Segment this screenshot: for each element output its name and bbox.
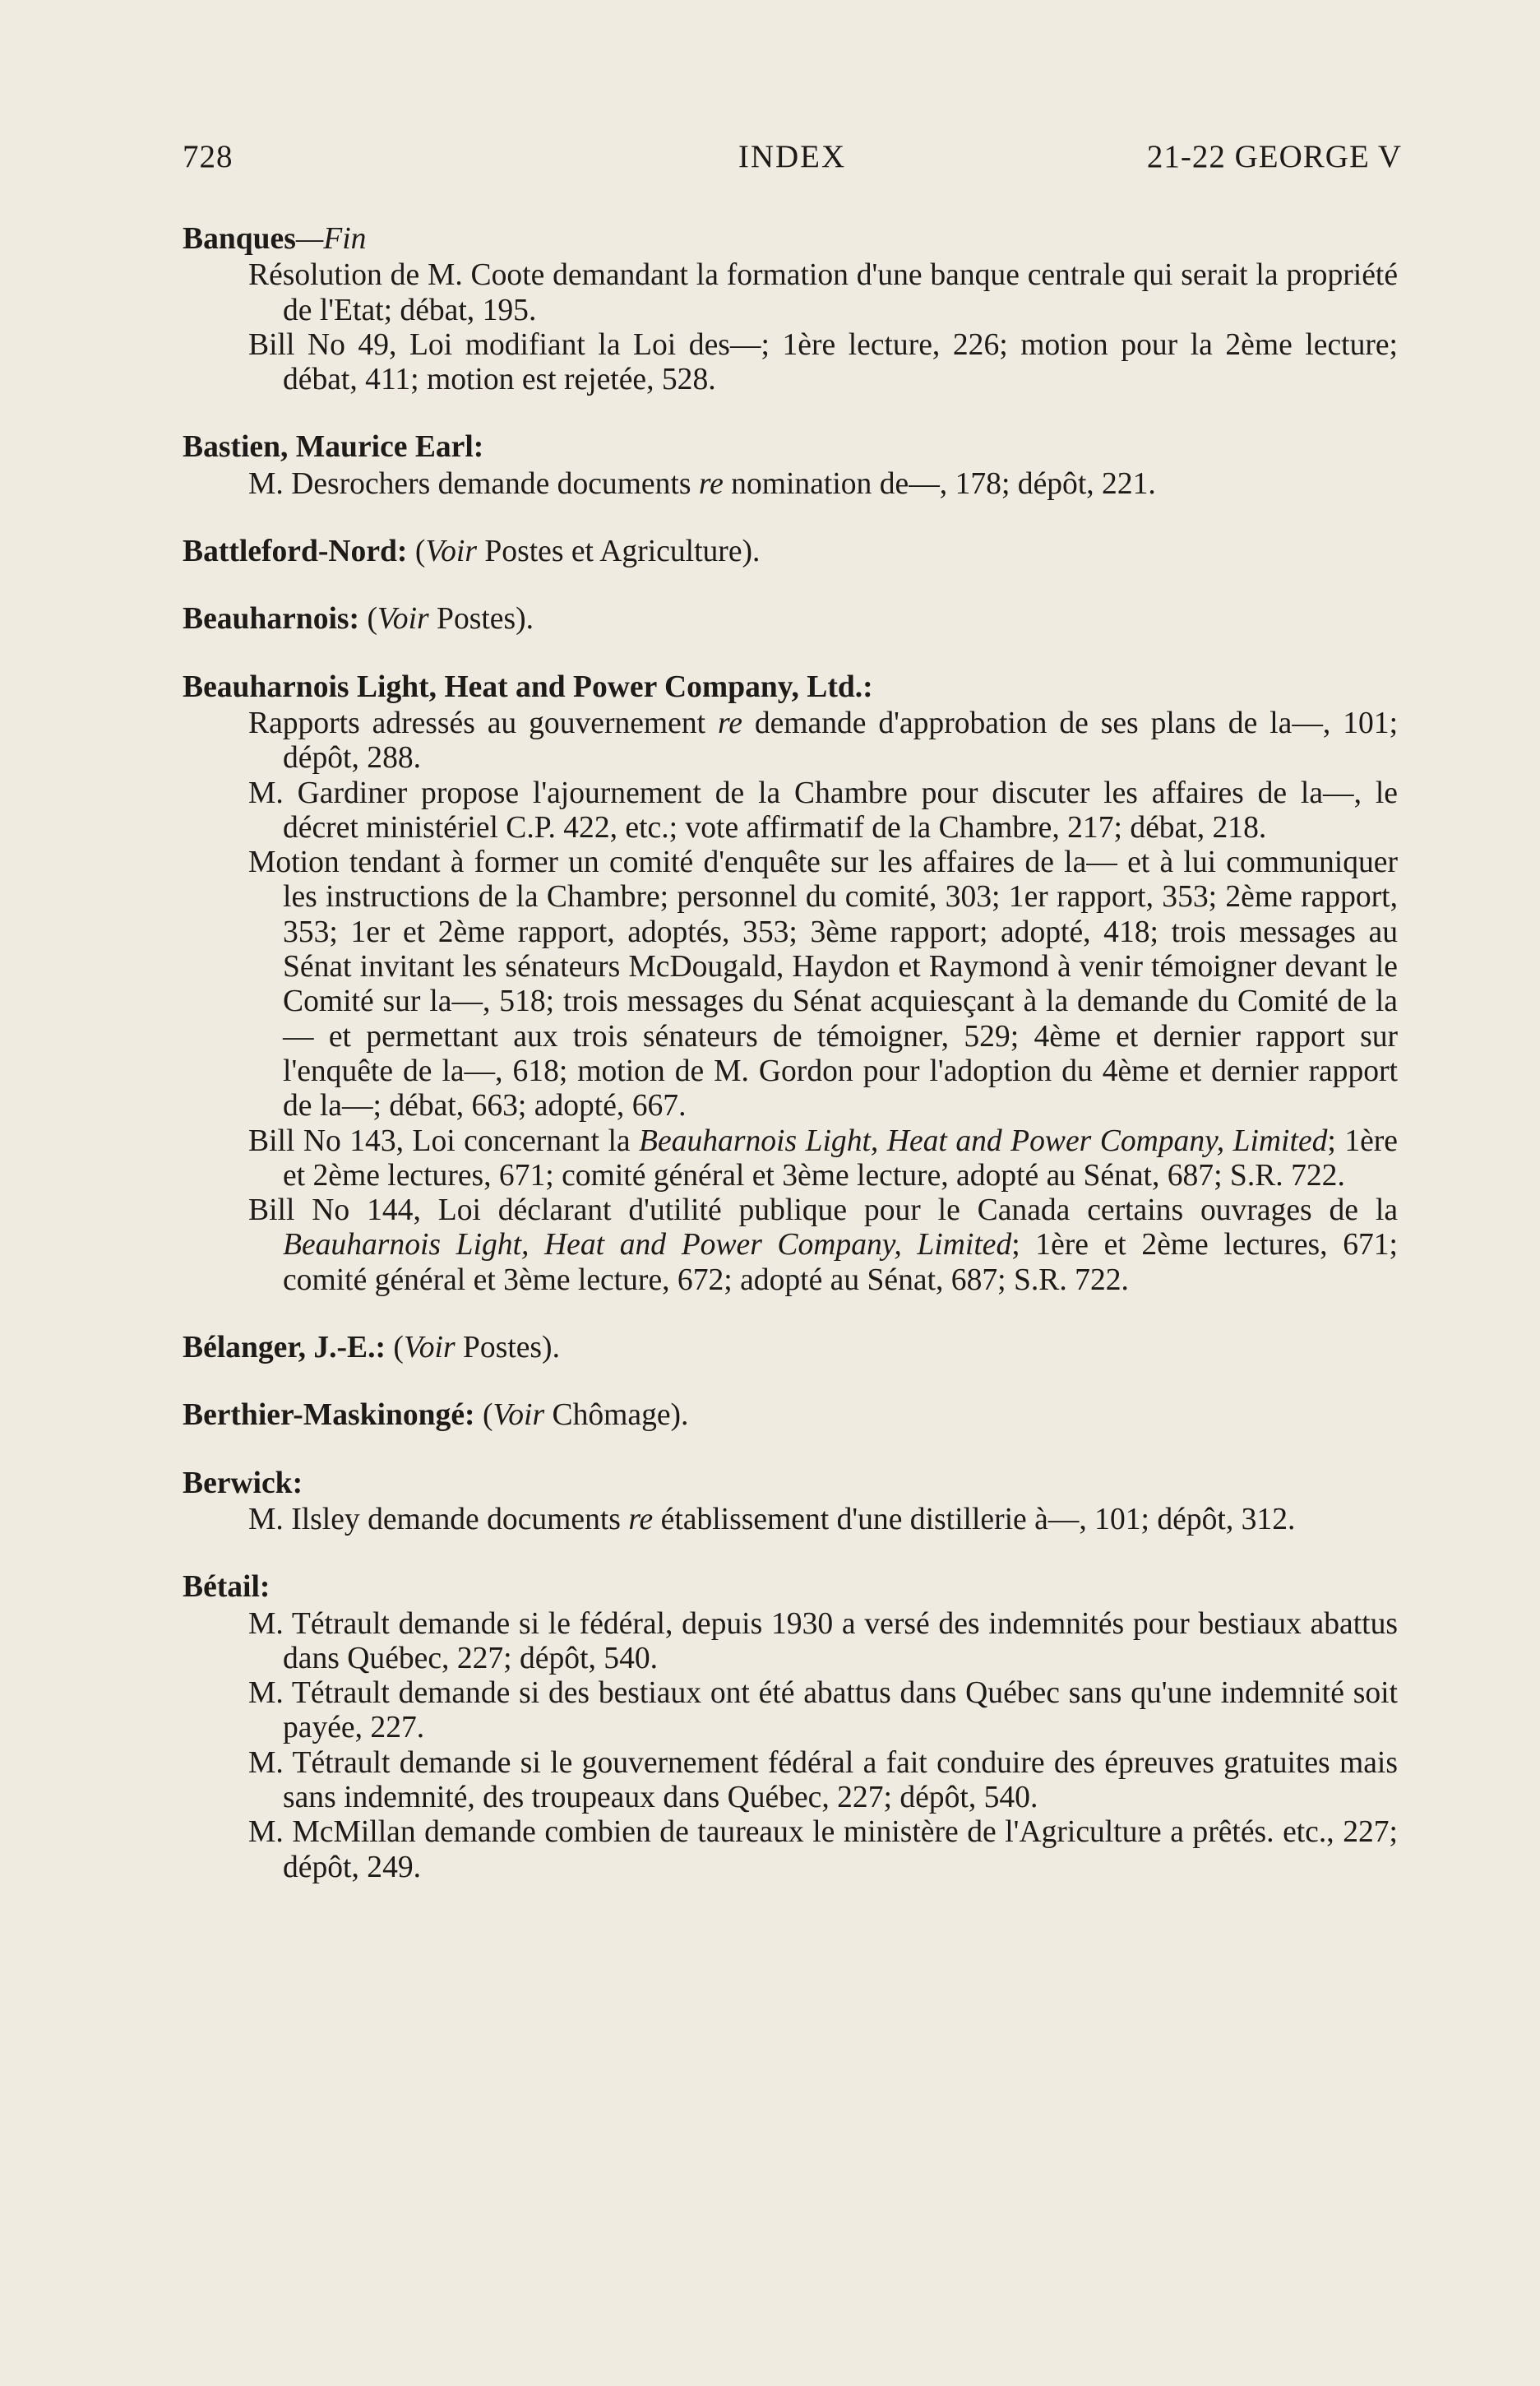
subentry-text: ; 1ère et 2ème lectures, 671; comité général et 3ème lecture, 672; adopté au Sénat, 687; S.R. 722.: [283, 1228, 1398, 1297]
entry-heading: [183, 1570, 1398, 1605]
subentry-italic: Beauharnois Light, Heat and Power Company, Limited: [639, 1124, 1328, 1158]
cross-reference-voir: Voir: [425, 535, 477, 569]
entry-heading-text: Battleford-Nord:: [183, 535, 408, 569]
subentry-text: établissement d'une distillerie à—, 101; dépôt, 312.: [653, 1502, 1296, 1536]
cross-reference-target: Chômage).: [544, 1398, 689, 1433]
index-entry: [183, 1466, 1398, 1538]
subentry-text: M. Ilsley demande documents: [248, 1502, 629, 1536]
index-entry: [183, 1398, 1398, 1433]
subentry: Bill No 49, Loi modifiant la Loi des—; 1ère lecture, 226; motion pour la 2ème lecture; débat, 411; motion est rejetée, 528.: [248, 327, 1398, 397]
subentry-italic: re: [718, 706, 742, 740]
index-entry: [183, 430, 1398, 502]
cross-reference-voir: Voir: [493, 1398, 545, 1433]
cross-reference-open: (: [386, 1331, 404, 1365]
index-entry: [183, 222, 1398, 397]
entry-heading-text: Bétail:: [183, 1570, 271, 1605]
cross-reference-open: (: [359, 602, 377, 637]
subentry-text: demande d'approbation de ses plans de la—, 101; dépôt, 288.: [283, 706, 1399, 776]
cross-reference-voir: Voir: [377, 602, 429, 637]
entry-heading-text: Banques: [183, 222, 296, 256]
entry-heading-text: Bastien, Maurice Earl:: [183, 430, 484, 465]
session-label: 21-22 GEORGE V: [1146, 139, 1402, 174]
cross-reference-target: Postes).: [455, 1331, 560, 1365]
entry-heading-text: Beauharnois:: [183, 602, 360, 637]
entry-heading: [183, 1331, 1398, 1365]
cross-reference-voir: Voir: [403, 1331, 456, 1365]
entry-heading: [183, 222, 1398, 257]
running-head: [183, 138, 1402, 179]
index-entry: [183, 535, 1398, 569]
page-number: 728: [183, 139, 234, 174]
running-title: INDEX: [738, 139, 847, 174]
subentry: [183, 1124, 1398, 1194]
subentry-text: Bill No 144, Loi déclarant d'utilité publique pour le Canada certains ouvrages de la: [248, 1193, 1398, 1228]
entry-heading-text: Berwick:: [183, 1466, 303, 1500]
entry-heading-text: Beauharnois Light, Heat and Power Company, Ltd.:: [183, 669, 873, 704]
subentry-text: nomination de—, 178; dépôt, 221.: [723, 466, 1156, 501]
index-entry: [183, 1570, 1398, 1885]
subentry-text: ; 1ère et 2ème lectures, 671; comité général et 3ème lecture, adopté au Sénat, 687; S.R. 722.: [283, 1124, 1398, 1193]
entry-heading: [183, 430, 1398, 465]
subentry: M. Gardiner propose l'ajournement de la Chambre pour discuter les affaires de la—, le décret ministériel C.P. 422, etc.; vote affirmatif de la Chambre, 217; débat, 218.: [248, 776, 1398, 845]
subentry-italic: re: [628, 1502, 654, 1536]
subentry: M. Tétrault demande si le gouvernement fédéral a fait conduire des épreuves gratuites mais sans indemnité, des troupeaux dans Québec, 227; dépôt, 540.: [248, 1745, 1398, 1814]
entry-heading: [183, 1466, 1398, 1501]
cross-reference: [359, 602, 534, 636]
subentry: Motion tendant à former un comité d'enquête sur les affaires de la— et à lui communiquer les instructions de la Chambre; personnel du comité, 303; 1er rapport, 353; 2ème rapport, 353; 1er et 2ème rapport, adoptés, 353; 3ème rapport; adopté, 418; trois messages au Sénat invitant les sénateurs McDougald, Haydon et Raymond à venir témoigner devant le Comité sur la—, 518; trois messages du Sénat acquiesçant à la demande du Comité de la— et permettant aux trois sénateurs de témoigner, 529; 4ème et dernier rapport sur l'enquête de la—, 618; motion de M. Gordon pour l'adoption du 4ème et dernier rapport de la—; débat, 663; adopté, 667.: [248, 846, 1398, 1124]
cross-reference: [386, 1331, 560, 1364]
subentry: Résolution de M. Coote demandant la formation d'une banque centrale qui serait la propriété de l'Etat; débat, 195.: [248, 258, 1398, 327]
entry-heading-continued: —Fin: [295, 222, 367, 256]
subentry: M. McMillan demande combien de taureaux le ministère de l'Agriculture a prêtés. etc., 227; dépôt, 249.: [248, 1815, 1398, 1884]
subentry-italic: Beauharnois Light, Heat and Power Company, Limited: [283, 1228, 1012, 1262]
entry-heading: [183, 670, 1398, 705]
entry-heading: [183, 535, 1398, 569]
cross-reference-target: Postes et Agriculture).: [477, 535, 761, 569]
cross-reference: [407, 535, 760, 568]
cross-reference-open: (: [474, 1398, 493, 1433]
entry-heading: [183, 1398, 1398, 1433]
cross-reference: [475, 1398, 689, 1432]
cross-reference-target: Postes).: [428, 602, 534, 637]
subentry-text: Rapports adressés au gouvernement: [248, 706, 718, 740]
subentry: M. Tétrault demande si des bestiaux ont été abattus dans Québec sans qu'une indemnité soit payée, 227.: [248, 1676, 1398, 1745]
index-entry: [183, 1331, 1398, 1365]
subentry: [183, 1503, 1398, 1537]
index-entry: [183, 670, 1398, 1298]
subentry: [183, 707, 1398, 776]
entry-heading: [183, 602, 1398, 637]
entry-heading-text: Berthier-Maskinongé:: [183, 1398, 475, 1433]
subentry: [183, 467, 1398, 502]
index-entries: [183, 222, 1398, 1918]
subentry-text: M. Desrochers demande documents: [248, 466, 699, 501]
entry-heading-text: Bélanger, J.-E.:: [183, 1331, 386, 1365]
subentry: M. Tétrault demande si le fédéral, depuis 1930 a versé des indemnités pour bestiaux abattus dans Québec, 227; dépôt, 540.: [248, 1606, 1398, 1675]
subentry: [183, 1193, 1398, 1298]
subentry-text: Bill No 143, Loi concernant la: [248, 1124, 640, 1158]
cross-reference-open: (: [407, 535, 426, 569]
subentry-italic: re: [698, 466, 724, 501]
index-entry: [183, 602, 1398, 637]
